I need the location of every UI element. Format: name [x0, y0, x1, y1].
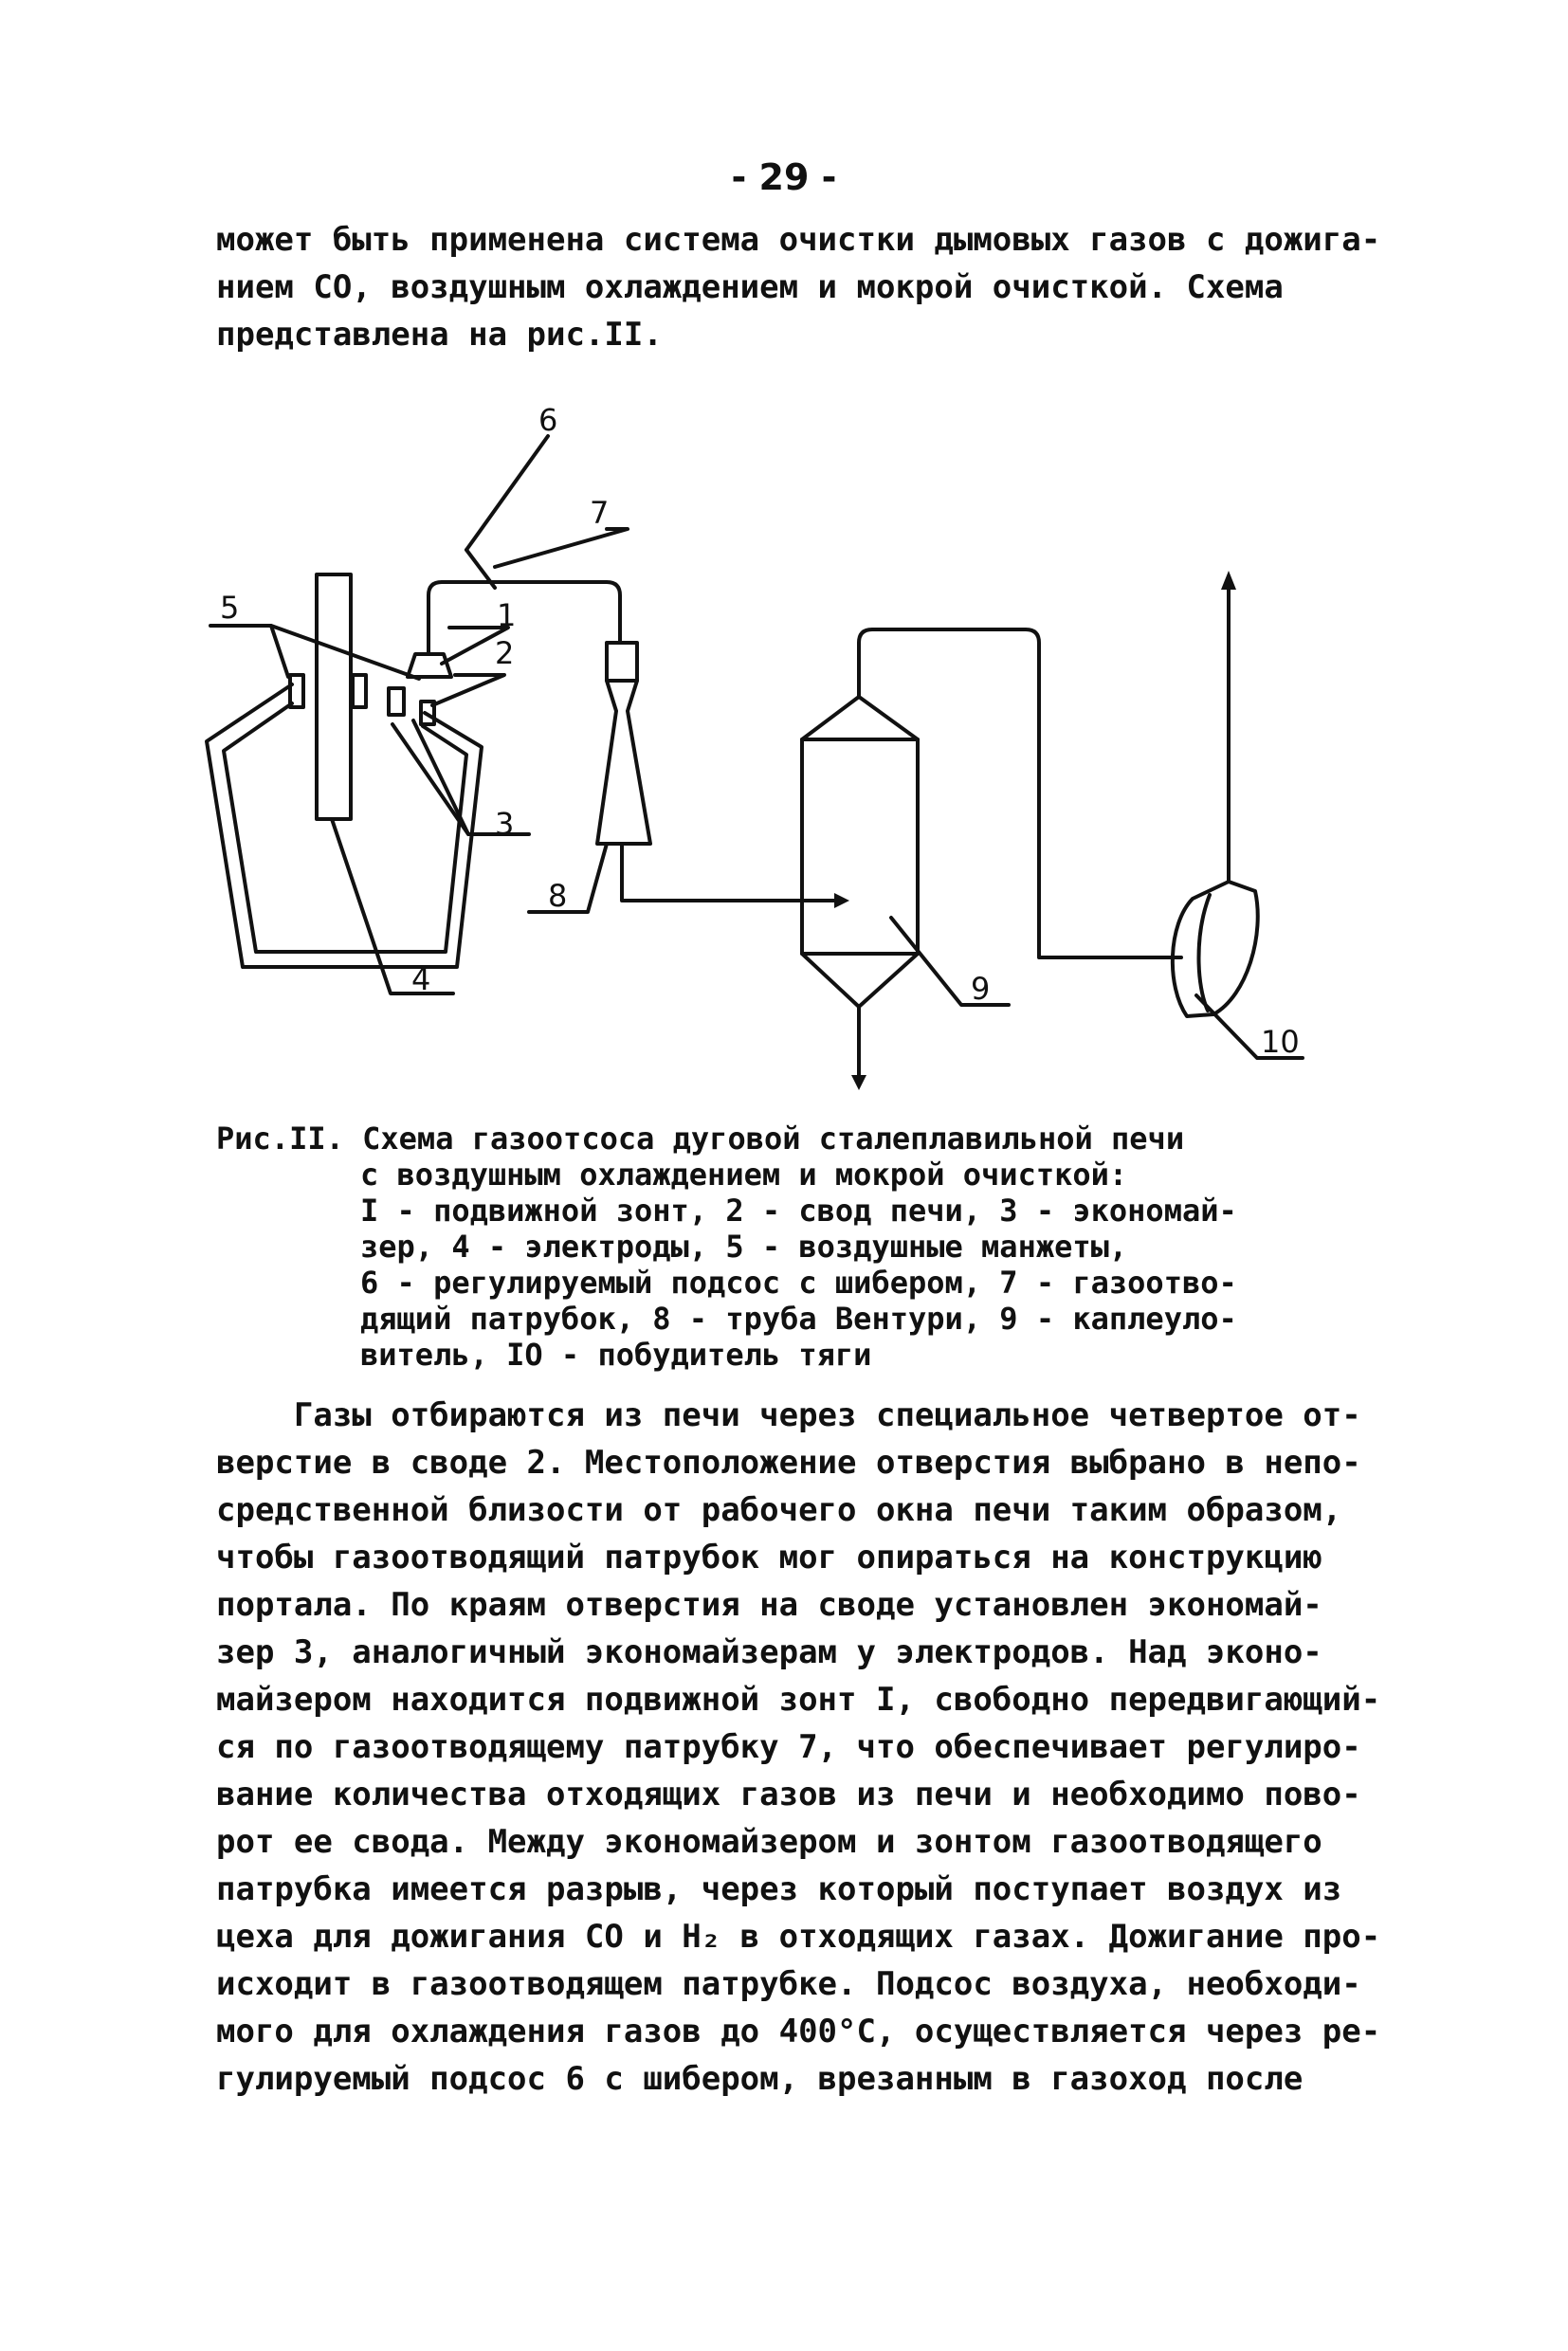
text-line: зер 3, аналогичный экономайзерам у электродов. Над эконо-: [216, 1633, 1322, 1671]
text-line: майзером находится подвижной зонт I, свободно передвигающий-: [216, 1681, 1381, 1719]
figure-caption: [216, 1121, 1354, 1373]
label-2: 2: [495, 635, 515, 671]
body-paragraph: [216, 1392, 1381, 2103]
label-3: 3: [495, 806, 515, 842]
furnace-shell: [207, 684, 482, 967]
economizer: [389, 688, 404, 715]
page-number: - 29 -: [731, 156, 837, 198]
furnace-inner-wall: [224, 703, 466, 952]
caption-line: I - подвижной зонт, 2 - свод печи, 3 - экономай-: [360, 1193, 1237, 1229]
draft-fan: [1173, 882, 1258, 1016]
caption-prefix: Рис.II.: [216, 1121, 344, 1157]
text-line: цеха для дожигания СО и H₂ в отходящих газах. Дожигание про-: [216, 1918, 1381, 1956]
caption-line: зер, 4 - электроды, 5 - воздушные манжеты,: [360, 1229, 1128, 1265]
caption-line: с воздушным охлаждением и мокрой очисткой:: [360, 1157, 1128, 1193]
label-7: 7: [590, 495, 610, 531]
text-line: портала. По краям отверстия на своде установлен экономай-: [216, 1586, 1322, 1624]
text-line: средственной близости от рабочего окна печи таким образом,: [216, 1491, 1342, 1529]
caption-line: дящий патрубок, 8 - труба Вентури, 9 - каплеуло-: [360, 1301, 1237, 1337]
text-line: гулируемый подсос 6 с шибером, врезанным в газоход после: [216, 2060, 1304, 2098]
label-5: 5: [220, 590, 240, 626]
label-9: 9: [971, 971, 991, 1007]
text-line: рот ее свода. Между экономайзером и зонтом газоотводящего: [216, 1823, 1322, 1861]
pipe-to-fan: [859, 629, 1181, 957]
separator-top: [802, 697, 918, 739]
electrode: [317, 574, 351, 819]
text-line: вание количества отходящих газов из печи и необходимо пово-: [216, 1776, 1361, 1813]
text-line: может быть применена система очистки дымовых газов с дожига-: [216, 221, 1381, 259]
gas-extraction-diagram: [0, 0, 1568, 1119]
gas-duct: [428, 582, 620, 654]
label-1: 1: [497, 597, 517, 633]
text-line: патрубка имеется разрыв, через который поступает воздух из: [216, 1870, 1342, 1908]
label-4: 4: [411, 961, 431, 997]
text-line: нием СО, воздушным охлаждением и мокрой очисткой. Схема: [216, 268, 1284, 306]
label-6: 6: [538, 402, 558, 438]
text-line: верстие в своде 2. Местоположение отверстия выбрано в непо-: [216, 1444, 1361, 1482]
text-line: Газы отбираются из печи через специальное четвертое от-: [216, 1396, 1361, 1434]
text-line: исходит в газоотводящем патрубке. Подсос воздуха, необходи-: [216, 1965, 1361, 2003]
separator-bottom: [802, 954, 918, 1007]
label-10: 10: [1261, 1024, 1300, 1060]
movable-hood: [408, 654, 451, 677]
venturi-throat: [607, 643, 637, 681]
text-line: представлена на рис.II.: [216, 316, 663, 354]
venturi-tube: [597, 681, 650, 844]
caption-line: витель, IO - побудитель тяги: [360, 1337, 872, 1373]
label-8: 8: [548, 878, 568, 914]
droplet-separator: [802, 739, 918, 954]
text-line: мого для охлаждения газов до 400°С, осуществляется через ре-: [216, 2013, 1381, 2050]
text-line: ся по газоотводящему патрубку 7, что обеспечивает регулиро-: [216, 1728, 1361, 1766]
caption-line: Рис.II. Схема газоотсоса дуговой сталеплавильной печи: [216, 1121, 1185, 1157]
air-cuff-right: [353, 675, 366, 707]
text-line: чтобы газоотводящий патрубок мог опираться на конструкцию: [216, 1539, 1322, 1576]
caption-line: 6 - регулируемый подсос с шибером, 7 - газоотво-: [360, 1265, 1237, 1301]
